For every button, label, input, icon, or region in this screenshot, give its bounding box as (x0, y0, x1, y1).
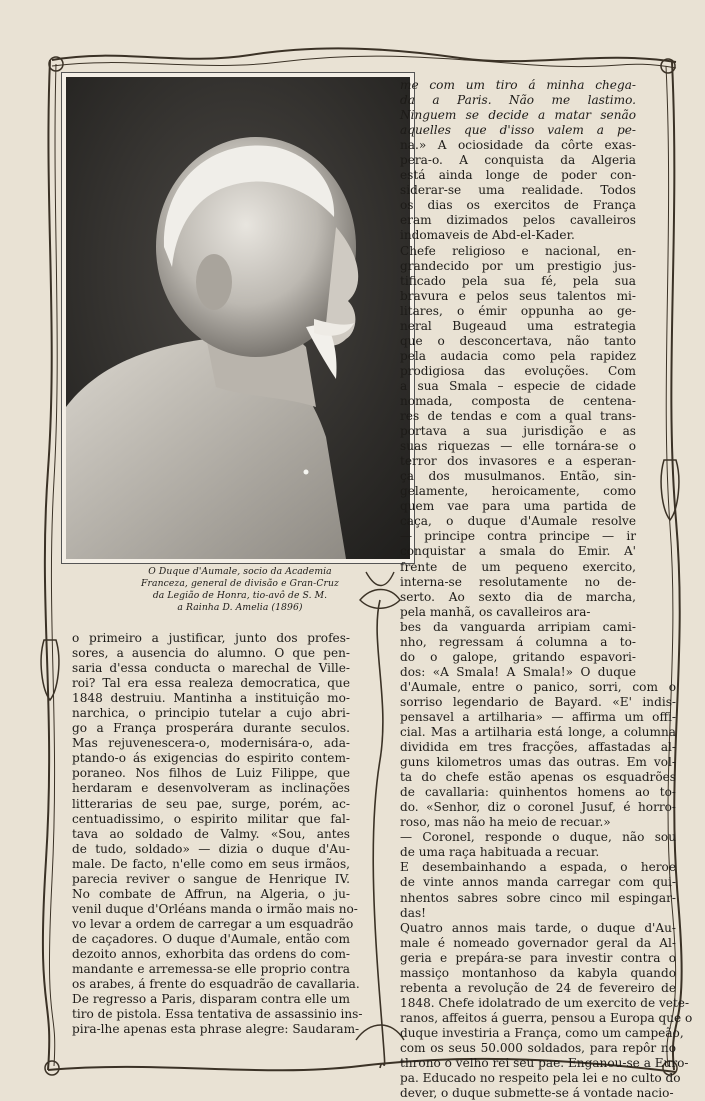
text-line: guns kilometros umas das outras. Em vol- (400, 755, 676, 770)
text-line: quem vae para uma partida de (400, 499, 636, 514)
text-line: tificado pela sua fé, pela sua (400, 273, 636, 288)
text-line: saria d'essa conducta o marechal de Ville- (72, 661, 350, 676)
text-line: tava ao soldado de Valmy. «Sou, antes (72, 826, 350, 841)
text-line: prodigiosa das evoluções. Com (400, 363, 636, 378)
text-line: parecia reviver o sangue de Henrique IV. (72, 871, 350, 886)
text-line: De regresso a Paris, disparam contra elle um (72, 992, 350, 1007)
text-line: nhentos sabres sobre cinco mil espingar- (400, 890, 676, 905)
text-line: ptando-o ás exigencias do espirito contem- (72, 751, 350, 766)
text-line: pensavel a artilharia» — affirma um offi- (400, 709, 676, 724)
text-line: ta do chefe estão apenas os esquadrões (400, 770, 676, 785)
text-line: me com um tiro á minha chega- (400, 78, 636, 92)
text-line: frente de um pequeno exercito, (400, 559, 636, 574)
portrait-frame (61, 72, 415, 564)
text-line: nho, regressam á columna a to- (400, 634, 636, 649)
text-line: E desembainhando a espada, o heroe (400, 860, 676, 875)
text-line: poraneo. Nos filhos de Luiz Filippe, que (72, 766, 350, 781)
text-line: grandecido por um prestigio jus- (400, 258, 636, 273)
text-line: bes da vanguarda arripiam cami- (400, 619, 636, 634)
text-line: ranos, affeitos á guerra, pensou a Europa que o (400, 1010, 693, 1025)
text-line: herdaram e desenvolveram as inclinações (72, 781, 350, 796)
text-line: male. De facto, n'elle como em seus irmãos, (72, 856, 350, 871)
text-line: de caçadores. O duque d'Aumale, então com (72, 931, 350, 946)
text-line: d'Aumale, entre o panico, sorri, com o (400, 679, 676, 694)
text-line: No combate de Affrun, na Algeria, o ju- (72, 886, 350, 901)
text-line: sores, a ausencia do alumno. O que pen- (72, 646, 350, 661)
text-line: throno o velho rei seu pae. Enganou-se a Euro- (400, 1056, 689, 1071)
caption-line: Franceza, general de divisão e Gran-Cruz (141, 578, 339, 589)
text-line: dever, o duque submette-se á vontade nacio- (400, 1086, 674, 1101)
text-line: pira-lhe apenas esta phrase alegre: Saudaram- (72, 1022, 360, 1037)
text-line: de cavallaria: quinhentos homens ao to- (400, 785, 676, 800)
text-line: de uma raça habituada a recuar. (400, 845, 600, 860)
text-line: Chefe religioso e nacional, en- (400, 243, 636, 258)
text-line: centuadissimo, o espirito militar que fal- (72, 811, 350, 826)
text-line: na.» A ociosidade da côrte exas- (400, 138, 636, 153)
text-line: narchica, o principio tutelar a cujo abri- (72, 706, 350, 721)
text-line: bravura e pelos seus talentos mi- (400, 288, 636, 303)
text-line: neral Bugeaud uma estrategia (400, 318, 636, 333)
caption-line: da Legião de Honra, tio-avô de S. M. (152, 590, 328, 601)
text-line: aquelles que d'isso valem a pe- (400, 123, 636, 138)
text-line: caça, o duque d'Aumale resolve (400, 514, 636, 529)
text-line: dividida em tres fracções, affastadas al- (400, 740, 676, 755)
text-line: nomada, composta de centena- (400, 393, 636, 408)
text-line: pela manhã, os cavalleiros ara- (400, 604, 591, 619)
text-line: indomaveis de Abd-el-Kader. (400, 228, 575, 243)
text-line: litares, o émir oppunha ao ge- (400, 303, 636, 318)
text-line: com os seus 50.000 soldados, para repôr no (400, 1041, 676, 1055)
text-line: do o galope, gritando espavori- (400, 649, 636, 664)
text-line: geria e prepára-se para investir contra o (400, 950, 676, 965)
text-line: da a Paris. Não me lastimo. (400, 93, 636, 108)
text-line: — principe contra principe — ir (400, 529, 636, 544)
text-line: 1848 destruiu. Mantinha a instituição mo- (72, 691, 350, 706)
text-line: duque investiria a França, como um campeão, (400, 1025, 684, 1040)
text-line: terror dos invasores e a esperan- (400, 454, 636, 469)
right-text-column (400, 78, 693, 1101)
caption-line: O Duque d'Aumale, socio da Academia (148, 566, 332, 577)
text-line: venil duque d'Orléans manda o irmão mais no- (72, 901, 358, 916)
text-line: 1848. Chefe idolatrado de um exercito de vete- (400, 995, 690, 1010)
text-line: de tudo, soldado» — dizia o duque d'Au- (72, 841, 350, 856)
text-line: roso, mas não ha meio de recuar.» (400, 815, 611, 830)
text-line: pela audacia como pela rapidez (400, 348, 636, 363)
text-line: Quatro annos mais tarde, o duque d'Au- (400, 920, 676, 935)
text-line: mandante e arremessa-se elle proprio contra (72, 962, 350, 977)
text-line: dos: «A Smala! A Smala!» O duque (400, 664, 636, 679)
left-text-column (72, 631, 363, 1037)
text-line: go a França prosperára durante seculos. (72, 721, 350, 736)
text-line: do. «Senhor, diz o coronel Jusuf, é horro- (400, 800, 676, 815)
text-line: pa. Educado no respeito pela lei e no culto do (400, 1071, 681, 1086)
text-line: das! (400, 905, 427, 920)
text-line: vo levar a ordem de carregar a um esquadrão (72, 916, 354, 931)
text-line: de vinte annos manda carregar com qui- (400, 875, 676, 890)
text-line: rebenta a revolução de 24 de fevereiro de (400, 980, 676, 995)
text-line: res de tendas e com a qual trans- (400, 409, 636, 424)
text-line: suas riquezas — elle tornára-se o (400, 439, 636, 454)
text-line: Ninguem se decide a matar senão (400, 108, 636, 123)
text-line: ça dos musulmanos. Então, sin- (400, 469, 636, 484)
text-line: conquistar a smala do Emir. A' (400, 544, 636, 559)
text-line: portava a sua jurisdição e as (400, 424, 636, 439)
text-line: tiro de pistola. Essa tentativa de assassinio ins- (72, 1007, 363, 1022)
text-line: — Coronel, responde o duque, não sou (400, 830, 676, 845)
text-line: litterarias de seu pae, surge, porém, ac- (72, 796, 350, 811)
text-line: massiço montanhoso da kabyla quando (400, 965, 676, 980)
text-line: Mas rejuvenescera-o, modernisára-o, ada- (72, 736, 350, 751)
caption-line: a Rainha D. Amelia (1896) (177, 602, 303, 613)
text-line: dezoito annos, exhorbita das ordens do com- (72, 946, 350, 961)
text-line: eram dizimados pelos cavalleiros (400, 213, 636, 228)
text-line: siderar-se uma realidade. Todos (400, 183, 636, 198)
portrait-photo (66, 77, 410, 559)
text-line: a sua Smala – especie de cidade (400, 378, 636, 393)
text-line: pera-o. A conquista da Algeria (400, 153, 636, 168)
text-line: gelamente, heroicamente, como (400, 484, 636, 499)
text-line: serto. Ao sexto dia de marcha, (400, 589, 636, 604)
text-line: os arabes, á frente do esquadrão de cavallaria. (72, 977, 360, 992)
text-line: cial. Mas a artilharia está longe, a columna (400, 725, 676, 740)
text-line: que o desconcertava, não tanto (400, 333, 636, 348)
text-line: está ainda longe de poder con- (400, 168, 636, 183)
text-line: interna-se resolutamente no de- (400, 574, 636, 589)
text-line: os dias os exercitos de França (400, 198, 636, 213)
text-line: o primeiro a justificar, junto dos profes- (72, 631, 350, 645)
photo-caption (70, 566, 410, 614)
text-line: roi? Tal era essa realeza democratica, que (72, 676, 350, 691)
text-line: male é nomeado governador geral da Al- (400, 935, 676, 950)
text-line: sorriso legendario de Bayard. «E' indis- (400, 694, 676, 709)
